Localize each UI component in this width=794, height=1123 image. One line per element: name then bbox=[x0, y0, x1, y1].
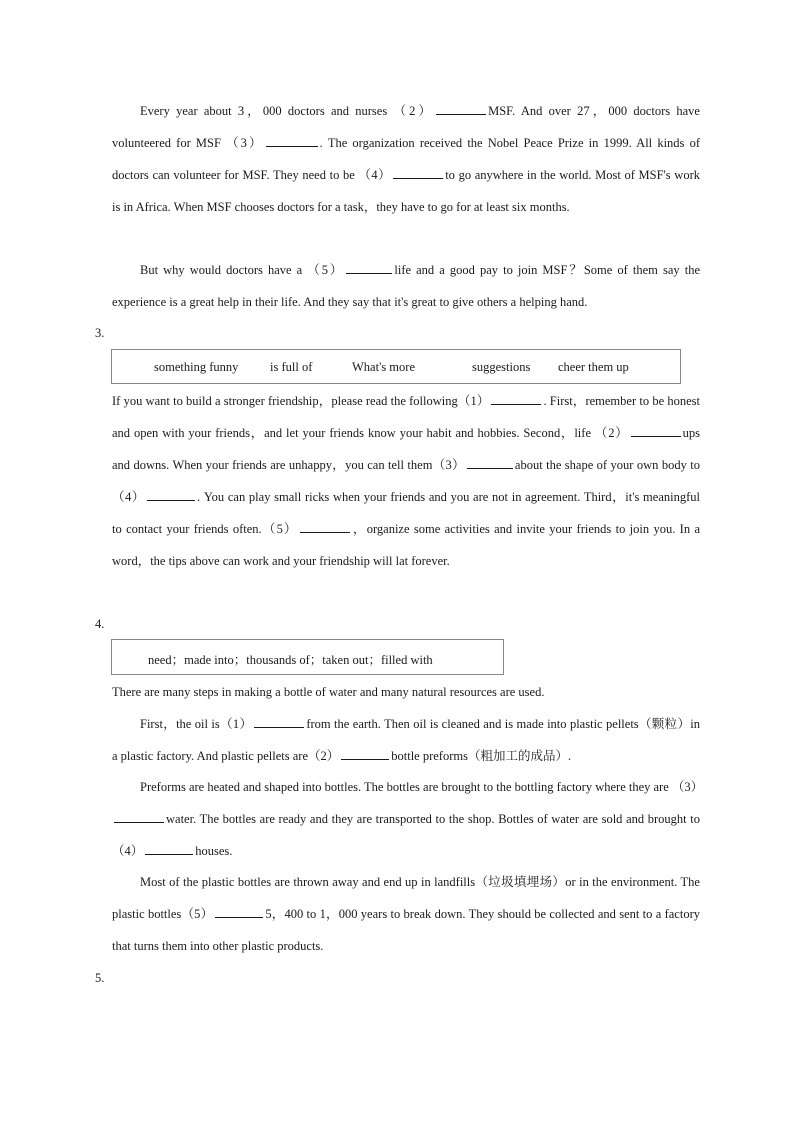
q3-blank-2[interactable] bbox=[631, 422, 681, 437]
q4-blank-4[interactable] bbox=[145, 840, 193, 855]
q3-blank-1[interactable] bbox=[491, 390, 541, 405]
q4-blank-1[interactable] bbox=[254, 713, 304, 728]
q4-blank-5[interactable] bbox=[215, 903, 263, 918]
q3-word-bank-item: something funny bbox=[154, 360, 239, 374]
q4-paragraph-3: Most of the plastic bottles are thrown away and end up in landfills（垃圾填埋场）or in the environment. The plastic bottles（5） 5，400 to 1，000 years to break down. They should be collected and sent to a factory that turns them into other plastic products. bbox=[112, 875, 700, 953]
q4-paragraph-1: First，the oil is（1） from the earth. Then oil is cleaned and is made into plastic pellets（颗粒）in a plastic factory. And plastic pellets are（2） bottle preforms（粗加工的成品）. bbox=[112, 708, 700, 772]
q3-blank-4[interactable] bbox=[147, 486, 195, 501]
q3-blank-5[interactable] bbox=[300, 518, 350, 533]
q3-word-bank-item: is full of bbox=[270, 360, 313, 374]
q2-blank-5[interactable] bbox=[346, 259, 392, 274]
q2-paragraph-2: But why would doctors have a （5） life and a good pay to join MSF？Some of them say the experience is a great help in their life. And they say that it's great to give others a helping hand. bbox=[112, 254, 700, 318]
question-number-4: 4. bbox=[95, 617, 105, 631]
q3-word-bank bbox=[111, 349, 681, 384]
q2-blank-3[interactable] bbox=[266, 132, 318, 147]
q4-word-bank bbox=[111, 639, 504, 675]
q2-blank-4[interactable] bbox=[393, 164, 443, 179]
q3-word-bank-item: What's more bbox=[352, 360, 415, 374]
question-number-3: 3. bbox=[95, 326, 105, 340]
q4-paragraph-2: Preforms are heated and shaped into bottles. The bottles are brought to the bottling factory where they are （3）water. The bottles are ready and they are transported to the shop. Bottles of water are sold and brought to（4） houses. bbox=[112, 780, 704, 858]
q3-word-bank-item: suggestions bbox=[472, 360, 531, 374]
q4-word-bank-text: need；made into；thousands of；taken out；filled with bbox=[148, 653, 433, 667]
q2-blank-2[interactable] bbox=[436, 100, 486, 115]
q4-blank-3[interactable] bbox=[114, 808, 164, 823]
q3-word-bank-item: cheer them up bbox=[558, 360, 629, 374]
q4-intro: There are many steps in making a bottle of water and many natural resources are used. bbox=[112, 685, 545, 699]
q2-paragraph-1: Every year about 3，000 doctors and nurses （2） MSF. And over 27，000 doctors have volunteered for MSF （3） . The organization received the Nobel Peace Prize in 1999. All kinds of doctors can volunteer for MSF. They need to be （4） to go anywhere in the world. Most of MSF's work is in Africa. When MSF chooses doctors for a task，they have to go for at least six months. bbox=[112, 95, 700, 223]
q3-passage: If you want to build a stronger friendship，please read the following（1） . First，remember to be honest and open with your friends，and let your friends know your habit and hobbies. Second，life （2） ups and downs. When your friends are unhappy，you can tell them（3） about the shape of your own body to （4） . You can play small ricks when your friends and you are not in agreement. Third，it's meaningful to contact your friends often.（5） ，organize some activities and invite your friends to join you. In a word，the tips above can work and your friendship will lat forever. bbox=[112, 385, 700, 577]
q3-blank-3[interactable] bbox=[467, 454, 513, 469]
question-number-5: 5. bbox=[95, 971, 105, 985]
q4-blank-2[interactable] bbox=[341, 745, 389, 760]
